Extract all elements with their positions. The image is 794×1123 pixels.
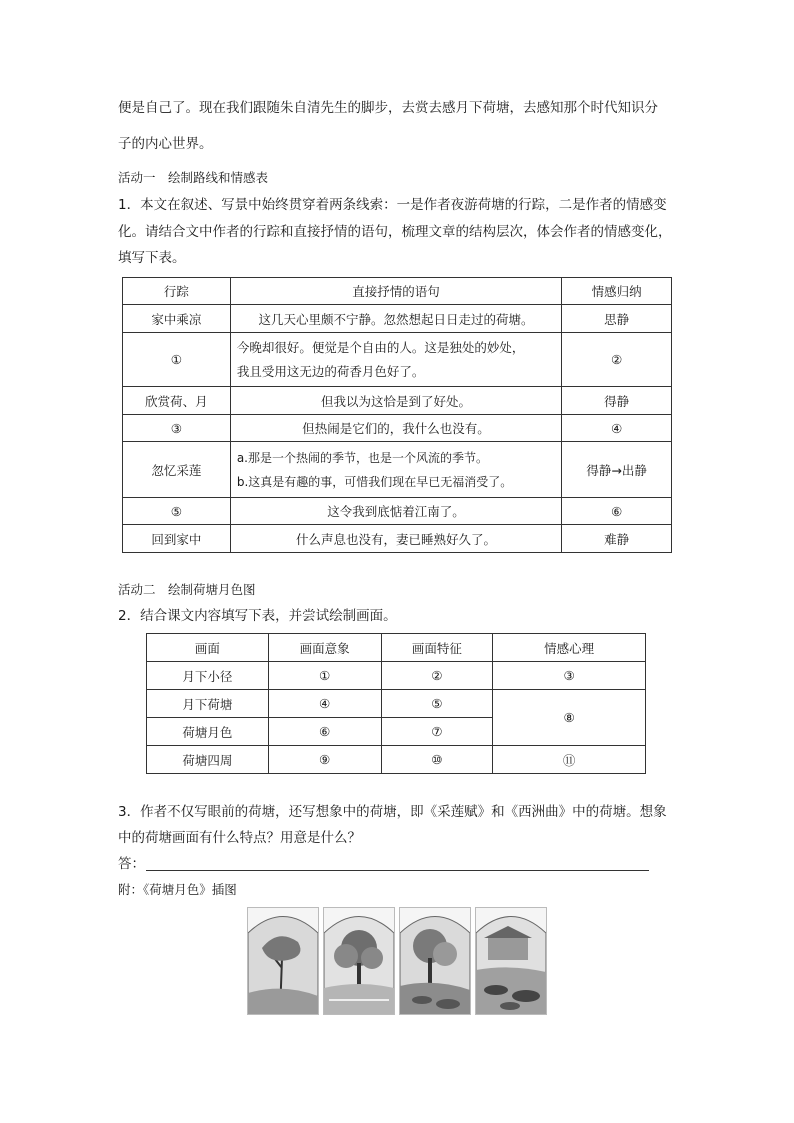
scene-cell: 月下小径: [147, 662, 269, 690]
table-row: [123, 415, 672, 442]
quote-cell: 但热闹是它们的，我什么也没有。: [230, 415, 561, 442]
image-cell: ①: [268, 662, 381, 690]
emotion-cell: 思静: [562, 305, 672, 333]
table-row: [123, 305, 672, 333]
table-row: [123, 525, 672, 553]
table-row: [147, 662, 646, 690]
answer-label: 答：: [118, 856, 145, 872]
answer-line[interactable]: [146, 870, 649, 871]
emotion-cell: 得静→出静: [562, 442, 672, 498]
q3-line-2: 中的荷塘画面有什么特点？用意是什么？: [118, 830, 361, 846]
image-cell: ⑥: [268, 718, 381, 746]
emotion-cell-merged: ⑧: [493, 690, 646, 746]
table-header: 情感归纳: [562, 278, 672, 305]
illustration-4: [475, 907, 547, 1015]
feature-cell: ⑦: [381, 718, 493, 746]
route-emotion-table: [122, 277, 672, 553]
feature-cell: ②: [381, 662, 493, 690]
quote-cell: 这令我到底惦着江南了。: [230, 498, 561, 525]
scene-cell: 荷塘四周: [147, 746, 269, 774]
route-cell: ⑤: [123, 498, 231, 525]
quote-cell: 但我以为这恰是到了好处。: [230, 387, 561, 415]
emotion-cell: ②: [562, 333, 672, 387]
image-cell: ④: [268, 690, 381, 718]
scene-cell: 荷塘月色: [147, 718, 269, 746]
emotion-cell: 得静: [562, 387, 672, 415]
route-cell: 欣赏荷、月: [123, 387, 231, 415]
table-row: [123, 442, 672, 498]
route-cell: 忽忆采莲: [123, 442, 231, 498]
q3-line-1: 3．作者不仅写眼前的荷塘，还写想象中的荷塘，即《采莲赋》和《西洲曲》中的荷塘。想象: [118, 804, 667, 820]
illustration-3: [399, 907, 471, 1015]
table-row: [147, 746, 646, 774]
quote-line: a.那是一个热闹的季节，也是一个风流的季节。: [236, 450, 488, 465]
table-row: [123, 498, 672, 525]
illustration-1: [247, 907, 319, 1015]
table-header-row: [123, 278, 672, 305]
activity2-heading: 活动二 绘制荷塘月色图: [118, 582, 256, 597]
emotion-cell: ③: [493, 662, 646, 690]
intro-line-2: 子的内心世界。: [118, 136, 213, 152]
table-header: 画面意象: [268, 634, 381, 662]
table-header: 直接抒情的语句: [230, 278, 561, 305]
table-header: 情感心理: [493, 634, 646, 662]
quote-line: 今晚却很好。便觉是个自由的人。这是独处的妙处，: [236, 339, 525, 355]
emotion-cell: 难静: [562, 525, 672, 553]
table-row: [147, 690, 646, 718]
scene-table: [146, 633, 646, 774]
q1-line-1: 1．本文在叙述、写景中始终贯穿着两条线索：一是作者夜游荷塘的行踪，二是作者的情感变: [118, 197, 667, 213]
appendix-label: 附：《荷塘月色》插图: [118, 882, 237, 897]
route-cell: ③: [123, 415, 231, 442]
feature-cell: ⑤: [381, 690, 493, 718]
emotion-cell: ⑥: [562, 498, 672, 525]
intro-line-1: 便是自己了。现在我们跟随朱自清先生的脚步，去赏去感月下荷塘，去感知那个时代知识分: [118, 100, 658, 116]
table-row: [123, 387, 672, 415]
table-row: [123, 333, 672, 387]
quote-line: b.这真是有趣的事，可惜我们现在早已无福消受了。: [236, 474, 513, 489]
q1-line-2: 化。请结合文中作者的行踪和直接抒情的语句，梳理文章的结构层次，体会作者的情感变化，: [118, 224, 672, 240]
route-cell: 回到家中: [123, 525, 231, 553]
illustration-2: [323, 907, 395, 1015]
table-header: 画面: [147, 634, 269, 662]
quote-cell: 什么声息也没有，妻已睡熟好久了。: [230, 525, 561, 553]
quote-cell: [230, 442, 561, 498]
scene-cell: 月下荷塘: [147, 690, 269, 718]
table-header: 行踪: [123, 278, 231, 305]
quote-cell: [230, 333, 561, 387]
route-cell: ①: [123, 333, 231, 387]
activity1-heading: 活动一 绘制路线和情感表: [118, 170, 269, 185]
table-header: 画面特征: [381, 634, 493, 662]
quote-cell: 这几天心里颇不宁静。忽然想起日日走过的荷塘。: [230, 305, 561, 333]
emotion-cell: ⑪: [493, 746, 646, 774]
emotion-cell: ④: [562, 415, 672, 442]
q2-text: 2．结合课文内容填写下表，并尝试绘制画面。: [118, 608, 397, 624]
q1-line-3: 填写下表。: [118, 250, 186, 266]
quote-line: 我且受用这无边的荷香月色好了。: [236, 363, 425, 379]
image-cell: ⑨: [268, 746, 381, 774]
table-header-row: [147, 634, 646, 662]
feature-cell: ⑩: [381, 746, 493, 774]
route-cell: 家中乘凉: [123, 305, 231, 333]
